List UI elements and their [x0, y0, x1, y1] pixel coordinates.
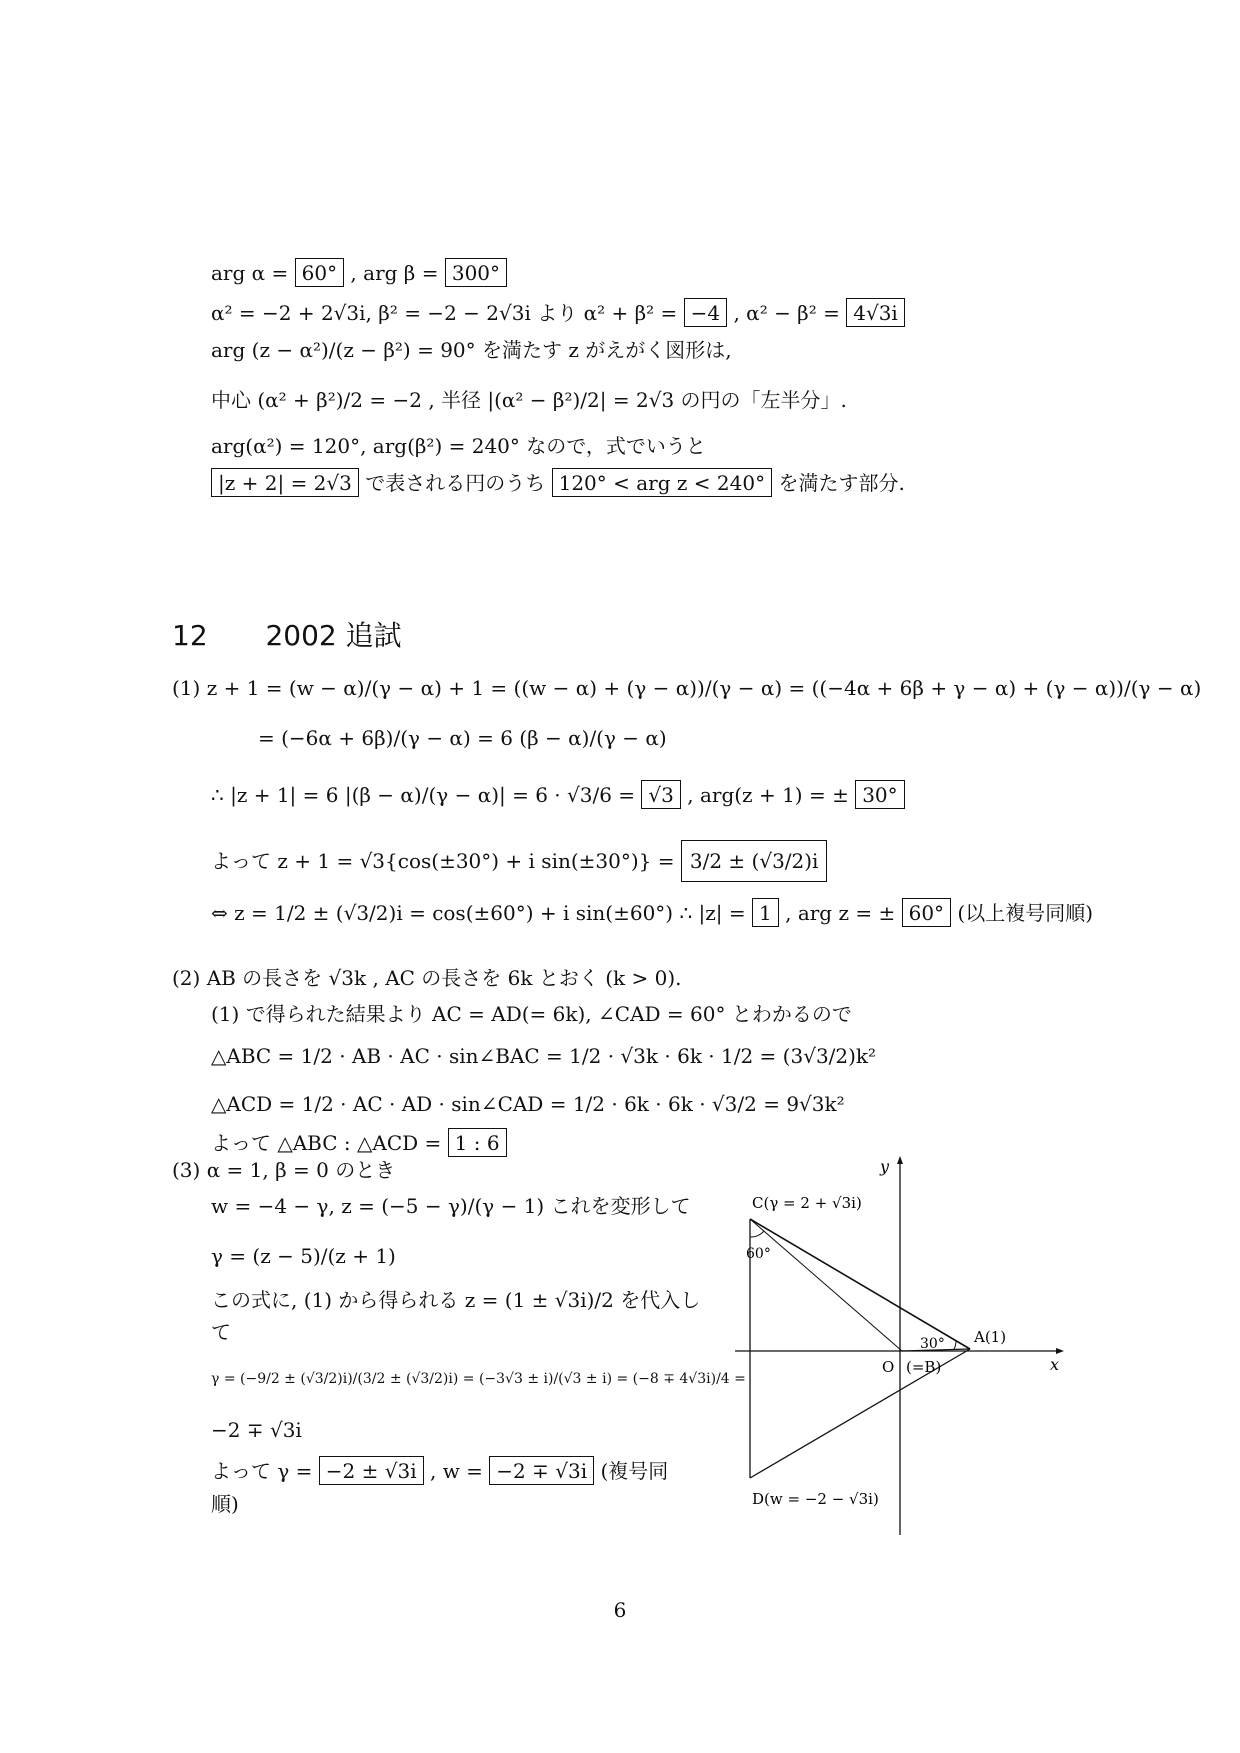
answer-box: −2 ∓ √3i [489, 1456, 594, 1485]
top-line-5: arg(α²) = 120°, arg(β²) = 240° なので，式でいうと [211, 434, 706, 458]
top-line-3: arg (z − α²)/(z − β²) = 90° を満たす z がえがく図形は, [211, 338, 732, 362]
answer-box: 1 : 6 [448, 1128, 507, 1157]
part1-line-1: (1) z + 1 = (w − α)/(γ − α) + 1 = ((w − α) + (γ − α))/(γ − α) = ((−4α + 6β + γ − α) + (γ − α))/(γ − α) [172, 676, 1202, 700]
part3-line-6: γ = (−9/2 ± (√3/2)i)/(3/2 ± (√3/2)i) = (−3√3 ± i)/(√3 ± i) = (−8 ∓ 4√3i)/4 = [211, 1371, 746, 1387]
part2-line-3: △ABC = 1/2 · AB · AC · sin∠BAC = 1/2 · √3k · 6k · 1/2 = (3√3/2)k² [211, 1044, 877, 1068]
answer-box: 30° [855, 780, 904, 809]
answer-box: −4 [684, 298, 727, 327]
top-line-6: |z + 2| = 2√3 で表される円のうち 120° < arg z < 240° を満たす部分. [211, 468, 905, 497]
label-B: (=B) [906, 1358, 942, 1376]
part2-line-5: よって △ABC : △ACD = 1 : 6 [211, 1128, 507, 1157]
part3-line-9: 順) [211, 1492, 239, 1516]
part3-line-8: よって γ = −2 ± √3i , w = −2 ∓ √3i (複号同 [211, 1456, 668, 1485]
angle-label-C: 60° [746, 1246, 771, 1262]
part1-line-3: ∴ |z + 1| = 6 |(β − α)/(γ − α)| = 6 · √3/6 = √3 , arg(z + 1) = ± 30° [211, 780, 905, 809]
x-axis-arrow-icon [1056, 1348, 1064, 1354]
answer-box: √3 [641, 780, 680, 809]
part3-line-4: この式に, (1) から得られる z = (1 ± √3i)/2 を代入し [211, 1288, 701, 1312]
part3-line-5: て [211, 1320, 231, 1344]
answer-box: 1 [752, 898, 779, 927]
segment-CB [750, 1219, 902, 1351]
top-line-1: arg α = 60° , arg β = 300° [211, 258, 507, 287]
part2-line-2: (1) で得られた結果より AC = AD(= 6k), ∠CAD = 60° とわかるので [211, 1002, 852, 1026]
answer-box: |z + 2| = 2√3 [211, 468, 359, 497]
part1-line-4: よって z + 1 = √3{cos(±30°) + i sin(±30°)} = 3/2 ± (√3/2)i [211, 840, 827, 882]
segment-CA [750, 1219, 970, 1349]
label-D: D(w = −2 − √3i) [752, 1490, 879, 1508]
axis-x-label: x [1050, 1355, 1060, 1374]
top-line-2: α² = −2 + 2√3i, β² = −2 − 2√3i より α² + β² = −4 , α² − β² = 4√3i [211, 298, 905, 327]
complex-plane-figure [720, 1150, 1080, 1550]
answer-box: 60° [902, 898, 951, 927]
answer-box: 4√3i [846, 298, 905, 327]
angle-arc-C [750, 1231, 764, 1237]
part3-line-1: (3) α = 1, β = 0 のとき [172, 1158, 396, 1182]
angle-arc-A [954, 1341, 956, 1349]
axis-y-label: y [880, 1157, 890, 1176]
label-A: A(1) [974, 1328, 1007, 1346]
answer-box: 3/2 ± (√3/2)i [681, 840, 828, 882]
y-axis-arrow-icon [897, 1156, 903, 1164]
part3-line-2: w = −4 − γ, z = (−5 − γ)/(γ − 1) これを変形して [211, 1194, 691, 1218]
section-heading [172, 614, 402, 654]
answer-box: 300° [445, 258, 507, 287]
part3-line-3: γ = (z − 5)/(z + 1) [211, 1244, 396, 1268]
section-title: 2002 追試 [265, 619, 402, 652]
part3-line-7: −2 ∓ √3i [211, 1418, 302, 1442]
section-number: 12 [172, 619, 208, 652]
part1-line-5: ⇔ z = 1/2 ± (√3/2)i = cos(±60°) + i sin(±60°) ∴ |z| = 1 , arg z = ± 60° (以上複号同順) [211, 898, 1093, 927]
label-C: C(γ = 2 + √3i) [752, 1194, 862, 1212]
angle-label-A: 30° [920, 1336, 945, 1352]
answer-box: 60° [295, 258, 344, 287]
part2-line-1: (2) AB の長さを √3k , AC の長さを 6k とおく (k > 0). [172, 966, 682, 990]
part2-line-4: △ACD = 1/2 · AC · AD · sin∠CAD = 1/2 · 6k · 6k · √3/2 = 9√3k² [211, 1092, 845, 1116]
page-number: 6 [613, 1598, 627, 1622]
answer-box: −2 ± √3i [319, 1456, 424, 1485]
label-O: O [882, 1358, 895, 1376]
top-line-4: 中心 (α² + β²)/2 = −2 , 半径 |(α² − β²)/2| = 2√3 の円の「左半分」. [211, 388, 847, 412]
answer-box: 120° < arg z < 240° [552, 468, 772, 497]
part1-line-2: = (−6α + 6β)/(γ − α) = 6 (β − α)/(γ − α) [258, 726, 667, 750]
